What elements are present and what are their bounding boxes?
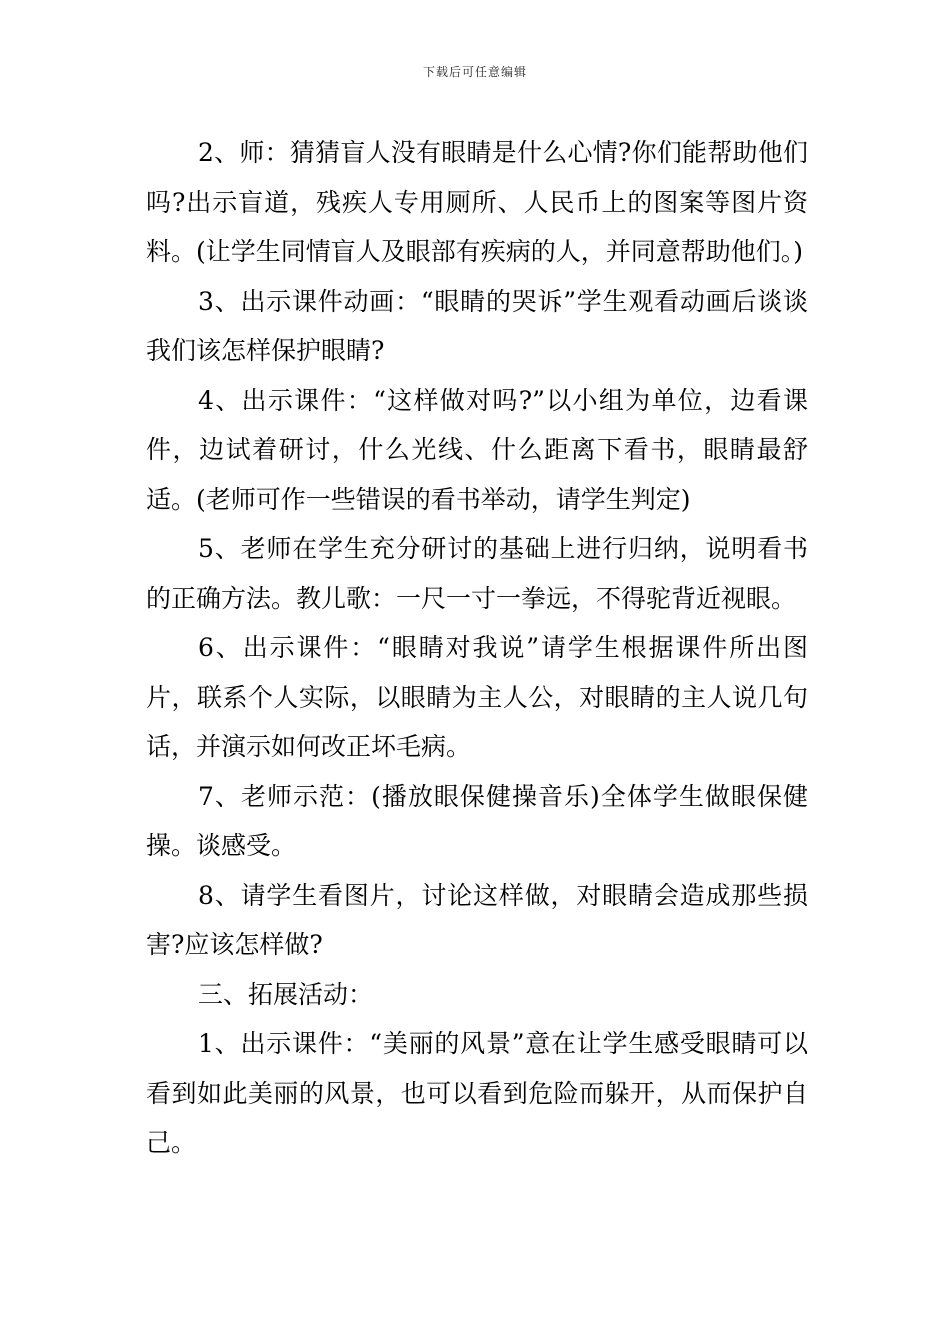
paragraph-step-4: 4、出示课件：“这样做对吗?”以小组为单位，边看课件，边试着研讨，什么光线、什么距离下看书，眼睛最舒适。(老师可作一些错误的看书举动，请学生判定) [146, 385, 808, 514]
paragraph-step-6: 6、出示课件：“眼睛对我说”请学生根据课件所出图片，联系个人实际，以眼睛为主人公，对眼睛的主人说几句话，并演示如何改正坏毛病。 [146, 633, 808, 761]
paragraph-step-7: 7、老师示范：(播放眼保健操音乐)全体学生做眼保健操。谈感受。 [146, 781, 808, 860]
paragraph-step-8: 8、请学生看图片，讨论这样做，对眼睛会造成那些损害?应该怎样做? [146, 880, 808, 959]
document-body [146, 128, 808, 1168]
page-header: 下载后可任意编辑 [422, 65, 527, 79]
paragraph-step-3: 3、出示课件动画：“眼睛的哭诉”学生观看动画后谈谈我们该怎样保护眼睛? [146, 286, 808, 365]
section-heading-extension: 三、拓展活动： [198, 979, 374, 1009]
paragraph-extension-1: 1、出示课件：“美丽的风景”意在让学生感受眼睛可以看到如此美丽的风景，也可以看到危险而躲开，从而保护自己。 [146, 1029, 808, 1157]
paragraph-step-5: 5、老师在学生充分研讨的基础上进行归纳，说明看书的正确方法。教儿歌：一尺一寸一拳远，不得驼背近视眼。 [146, 534, 808, 613]
paragraph-step-2: 2、师：猜猜盲人没有眼睛是什么心情?你们能帮助他们吗?出示盲道，残疾人专用厕所、人民币上的图案等图片资料。(让学生同情盲人及眼部有疾病的人，并同意帮助他们。) [146, 138, 808, 266]
